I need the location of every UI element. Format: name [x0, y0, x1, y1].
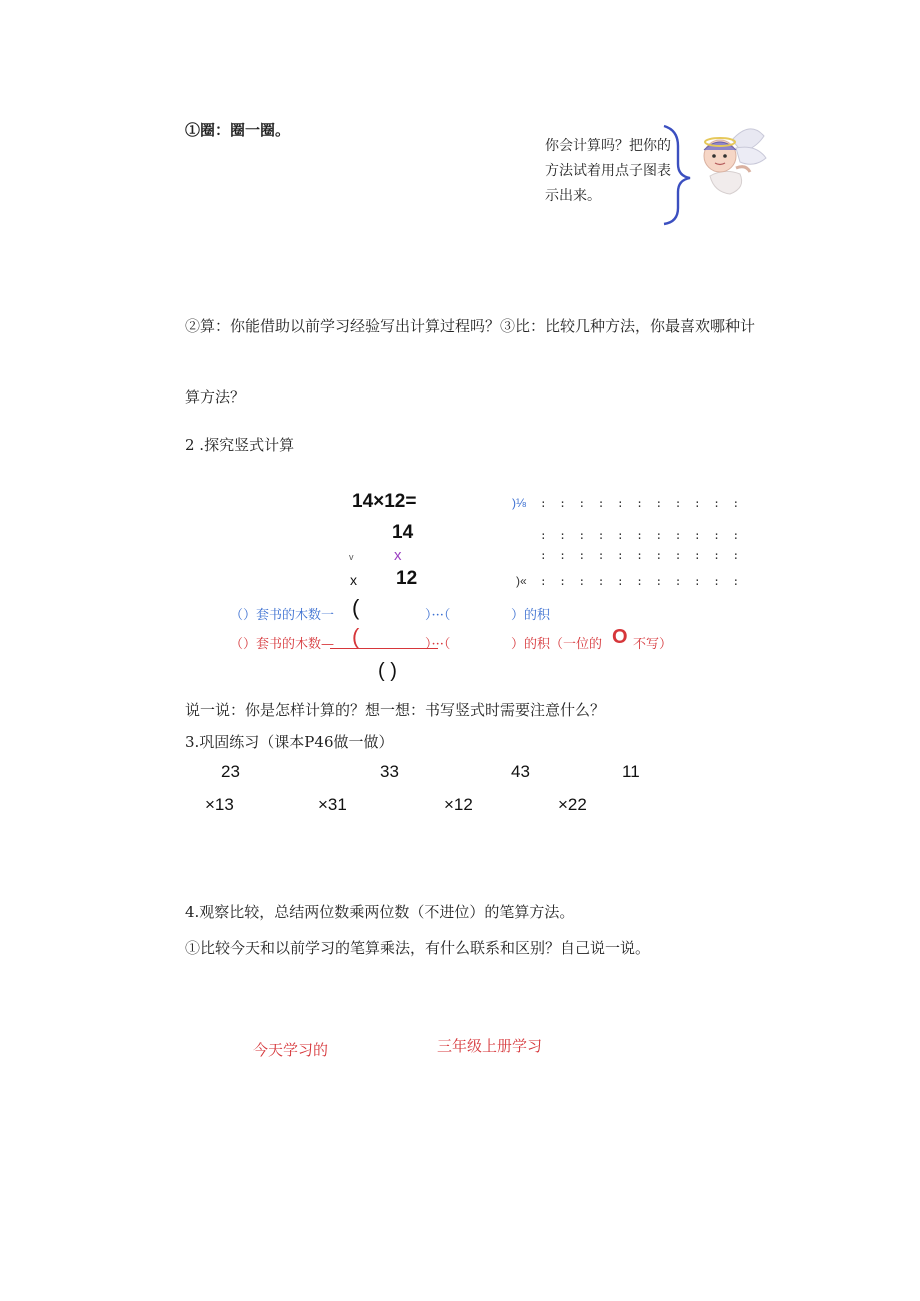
label-grade3-learned: 三年级上册学习 — [437, 1037, 543, 1055]
comparison-question: ①比较今天和以前学习的笔算乘法，有什么联系和区别？自己说一说。 — [185, 939, 651, 957]
exercise-1-top: 23 — [221, 762, 240, 781]
exercise-3-bottom: ×12 — [444, 795, 473, 814]
dot-row-4-prefix: )« — [516, 574, 527, 588]
section-3-heading: 3.巩固练习（课本P46做一做） — [185, 733, 394, 751]
red-big-zero: O — [612, 626, 628, 648]
exercise-4-bottom: ×22 — [558, 795, 587, 814]
label-today-learned: 今天学习的 — [253, 1041, 329, 1059]
small-check-mark: v — [349, 552, 354, 562]
dot-row-1: : : : : : : : : : : : — [540, 497, 743, 510]
blue-annotation-mid: ）···（ — [425, 608, 451, 623]
red-annotation-right: ）的积（一位的 — [511, 637, 603, 652]
equation-title: 14×12= — [352, 491, 417, 512]
talk-and-think-line: 说一说：你是怎样计算的？想一想：书写竖式时需要注意什么？ — [185, 701, 606, 719]
red-underline — [330, 648, 438, 649]
exercise-3-top: 43 — [511, 762, 530, 781]
dot-row-1-prefix: )⅛ — [512, 496, 527, 510]
times-sign: x — [350, 572, 357, 588]
multiplier: 12 — [396, 568, 418, 589]
section-2-heading: 2 .探究竖式计算 — [185, 436, 295, 454]
purple-times-mark: x — [394, 547, 402, 564]
red-annotation-tail: 不写） — [633, 637, 673, 652]
section-4-heading: 4.观察比较，总结两位数乘两位数（不进位）的笔算方法。 — [185, 903, 575, 921]
dot-grid — [512, 496, 743, 596]
circle-instruction: ①圈：圈一圈。 — [185, 121, 291, 139]
red-annotation-mid: ）···（ — [425, 637, 451, 652]
calculation-question-continued: 算方法？ — [185, 388, 246, 406]
exercise-2-top: 33 — [380, 762, 399, 781]
dot-row-2: : : : : : : : : : : : — [540, 529, 743, 542]
angel-illustration-icon — [690, 118, 770, 198]
exercise-4-top: 11 — [622, 762, 640, 781]
multiplicand: 14 — [392, 522, 414, 543]
exercise-2-bottom: ×31 — [318, 795, 347, 814]
red-annotation-paren: ( — [352, 624, 360, 649]
blue-annotation-left: （）套书的木数一 — [230, 608, 335, 623]
speech-bubble-text: 你会计算吗？把你的方法试着用点子图表示出来。 — [545, 138, 671, 204]
bottom-parentheses: ( ) — [378, 660, 397, 682]
blue-annotation-right: ）的积 — [511, 608, 551, 623]
calculation-question: ②算：你能借助以前学习经验写出计算过程吗？③比：比较几种方法，你最喜欢哪种计 — [185, 317, 756, 335]
red-annotation-left: （）套书的木数— — [230, 637, 335, 652]
blue-annotation-paren: ( — [352, 595, 360, 620]
exercise-1-bottom: ×13 — [205, 795, 234, 814]
dot-row-4: : : : : : : : : : : : — [540, 575, 743, 588]
dot-row-3: : : : : : : : : : : : — [540, 549, 743, 562]
